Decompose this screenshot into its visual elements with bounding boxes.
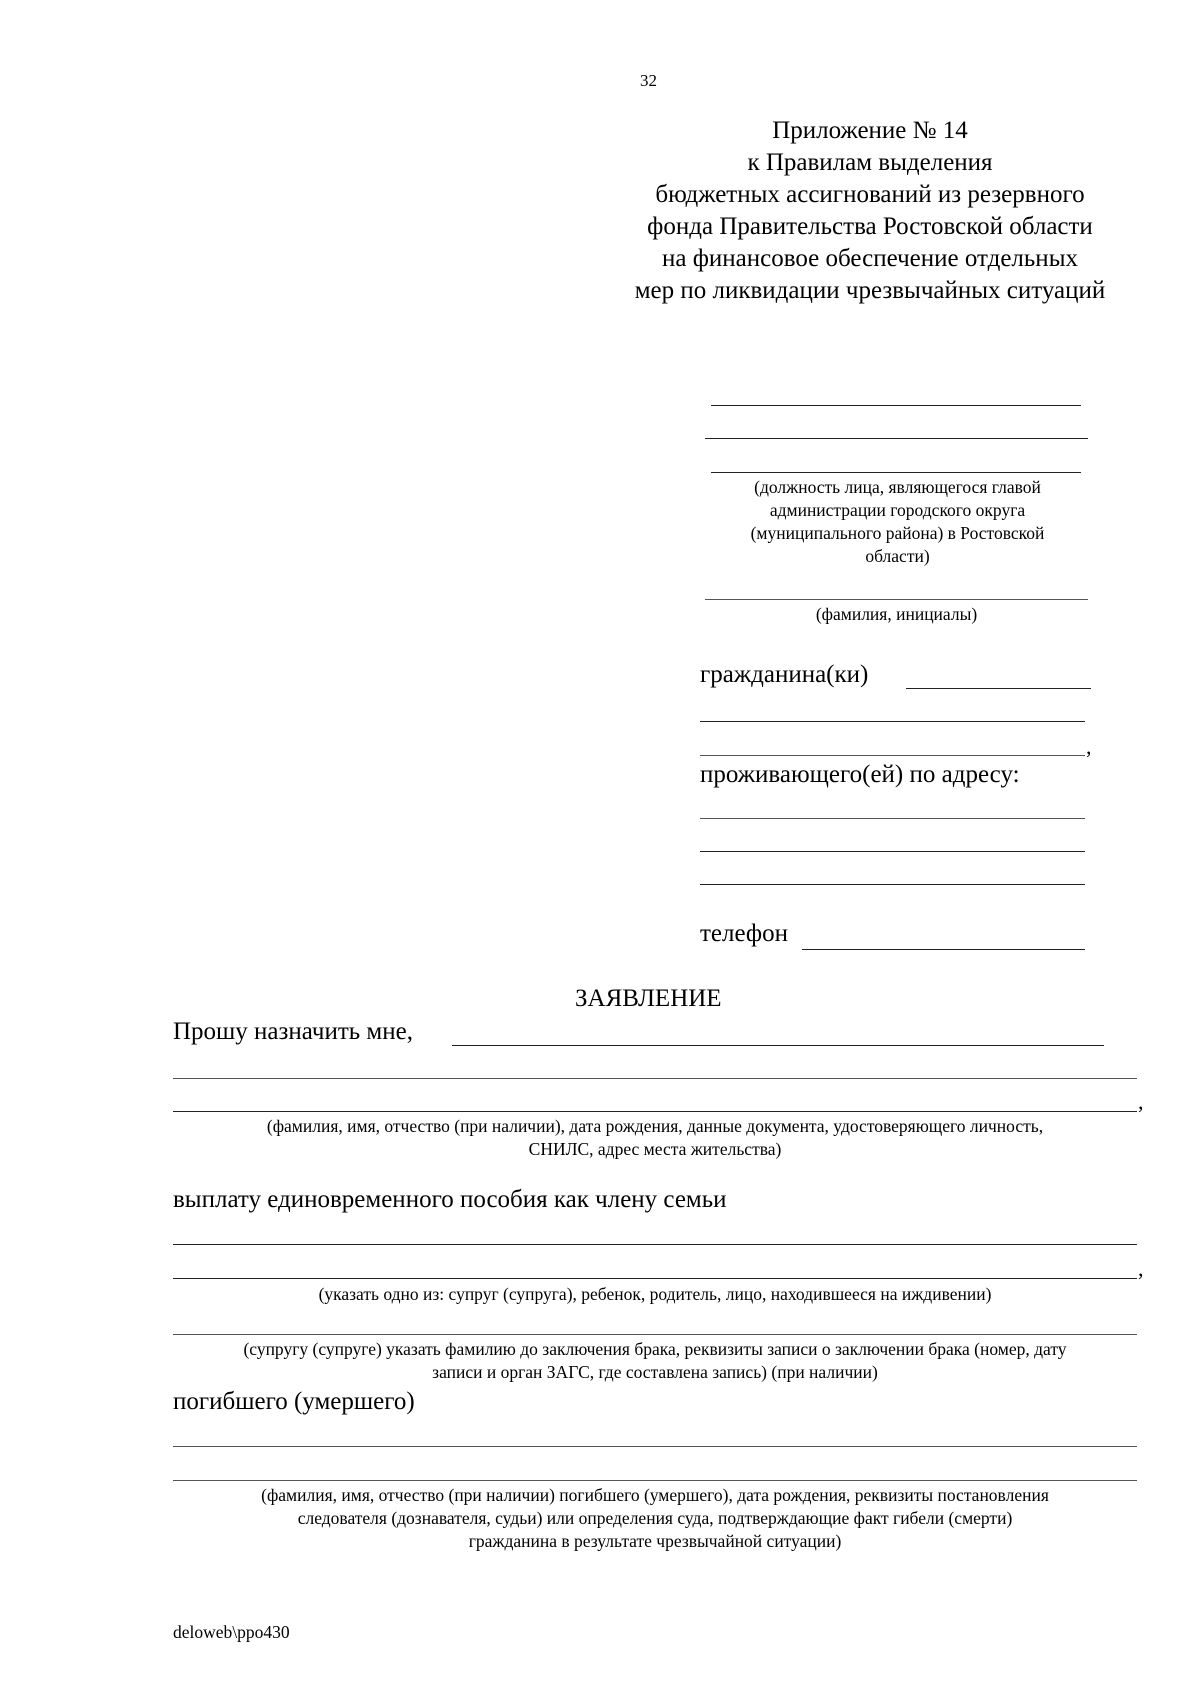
relation-line-2 [173, 1278, 1137, 1279]
comma: , [1138, 1256, 1144, 1281]
footer-code: deloweb\ppo430 [173, 1622, 290, 1642]
address-line-2 [700, 851, 1085, 852]
appendix-line: к Правилам выделения [747, 149, 993, 176]
spouse-caption: (супругу (супруге) указать фамилию до заключения брака, реквизиты записи о заключении брака (номер, дату записи и орган ЗАГС, где составлена запись) (при наличии) [243, 1339, 1067, 1382]
position-line-1 [711, 405, 1081, 406]
citizen-line-1 [906, 688, 1091, 689]
statement-title: ЗАЯВЛЕНИЕ [575, 985, 722, 1012]
citizen-line-3 [700, 755, 1085, 756]
appendix-line: мер по ликвидации чрезвычайных ситуаций [634, 277, 1106, 304]
deceased-caption: (фамилия, имя, отчество (при наличии) погибшего (умершего), дата рождения, реквизиты постановления следователя (дознавателя, судьи) или определения суда, подтверждающие факт гибели (смерти) гражданина в результате чрезвычайной ситуации) [261, 1485, 1049, 1551]
deceased-label: погибшего (умершего) [173, 1388, 415, 1415]
phone-line [802, 949, 1085, 950]
address-label: проживающего(ей) по адресу: [700, 761, 1020, 788]
payment-label: выплату единовременного пособия как члену семьи [173, 1186, 727, 1213]
appendix-line: фонда Правительства Ростовской области [647, 213, 1093, 240]
deceased-line-2 [173, 1480, 1137, 1481]
appendix-header [600, 115, 1140, 307]
relation-line-1 [173, 1244, 1137, 1245]
spouse-line [173, 1334, 1137, 1335]
position-line-3 [711, 472, 1081, 473]
appendix-line: бюджетных ассигнований из резервного [655, 181, 1085, 208]
comma: , [1086, 734, 1092, 759]
person-caption: (фамилия, имя, отчество (при наличии), дата рождения, данные документа, удостоверяющего личность, СНИЛС, адрес места жительства) [266, 1116, 1044, 1159]
appendix-title: Приложение № 14 [772, 117, 968, 144]
comma: , [1138, 1089, 1144, 1114]
relation-caption: (указать одно из: супруг (супруга), ребенок, родитель, лицо, находившееся на иждивении) [318, 1284, 992, 1304]
deceased-line-1 [173, 1446, 1137, 1447]
appendix-line: на финансовое обеспечение отдельных [661, 245, 1078, 272]
position-line-2 [705, 438, 1088, 439]
name-line [705, 599, 1088, 600]
request-line-3 [173, 1111, 1137, 1112]
request-line-1 [452, 1045, 1104, 1046]
address-line-3 [700, 884, 1085, 885]
phone-label: телефон [700, 920, 788, 947]
position-caption: (должность лица, являющегося главой администрации городского округа (муниципального района) в Ростовской области) [750, 477, 1045, 566]
citizen-line-2 [700, 721, 1085, 722]
page-number: 32 [640, 71, 657, 90]
citizen-label: гражданина(ки) [700, 661, 869, 688]
name-caption: (фамилия, инициалы) [815, 604, 978, 624]
request-label: Прошу назначить мне, [173, 1018, 413, 1045]
address-line-1 [700, 818, 1085, 819]
request-line-2 [173, 1078, 1137, 1079]
